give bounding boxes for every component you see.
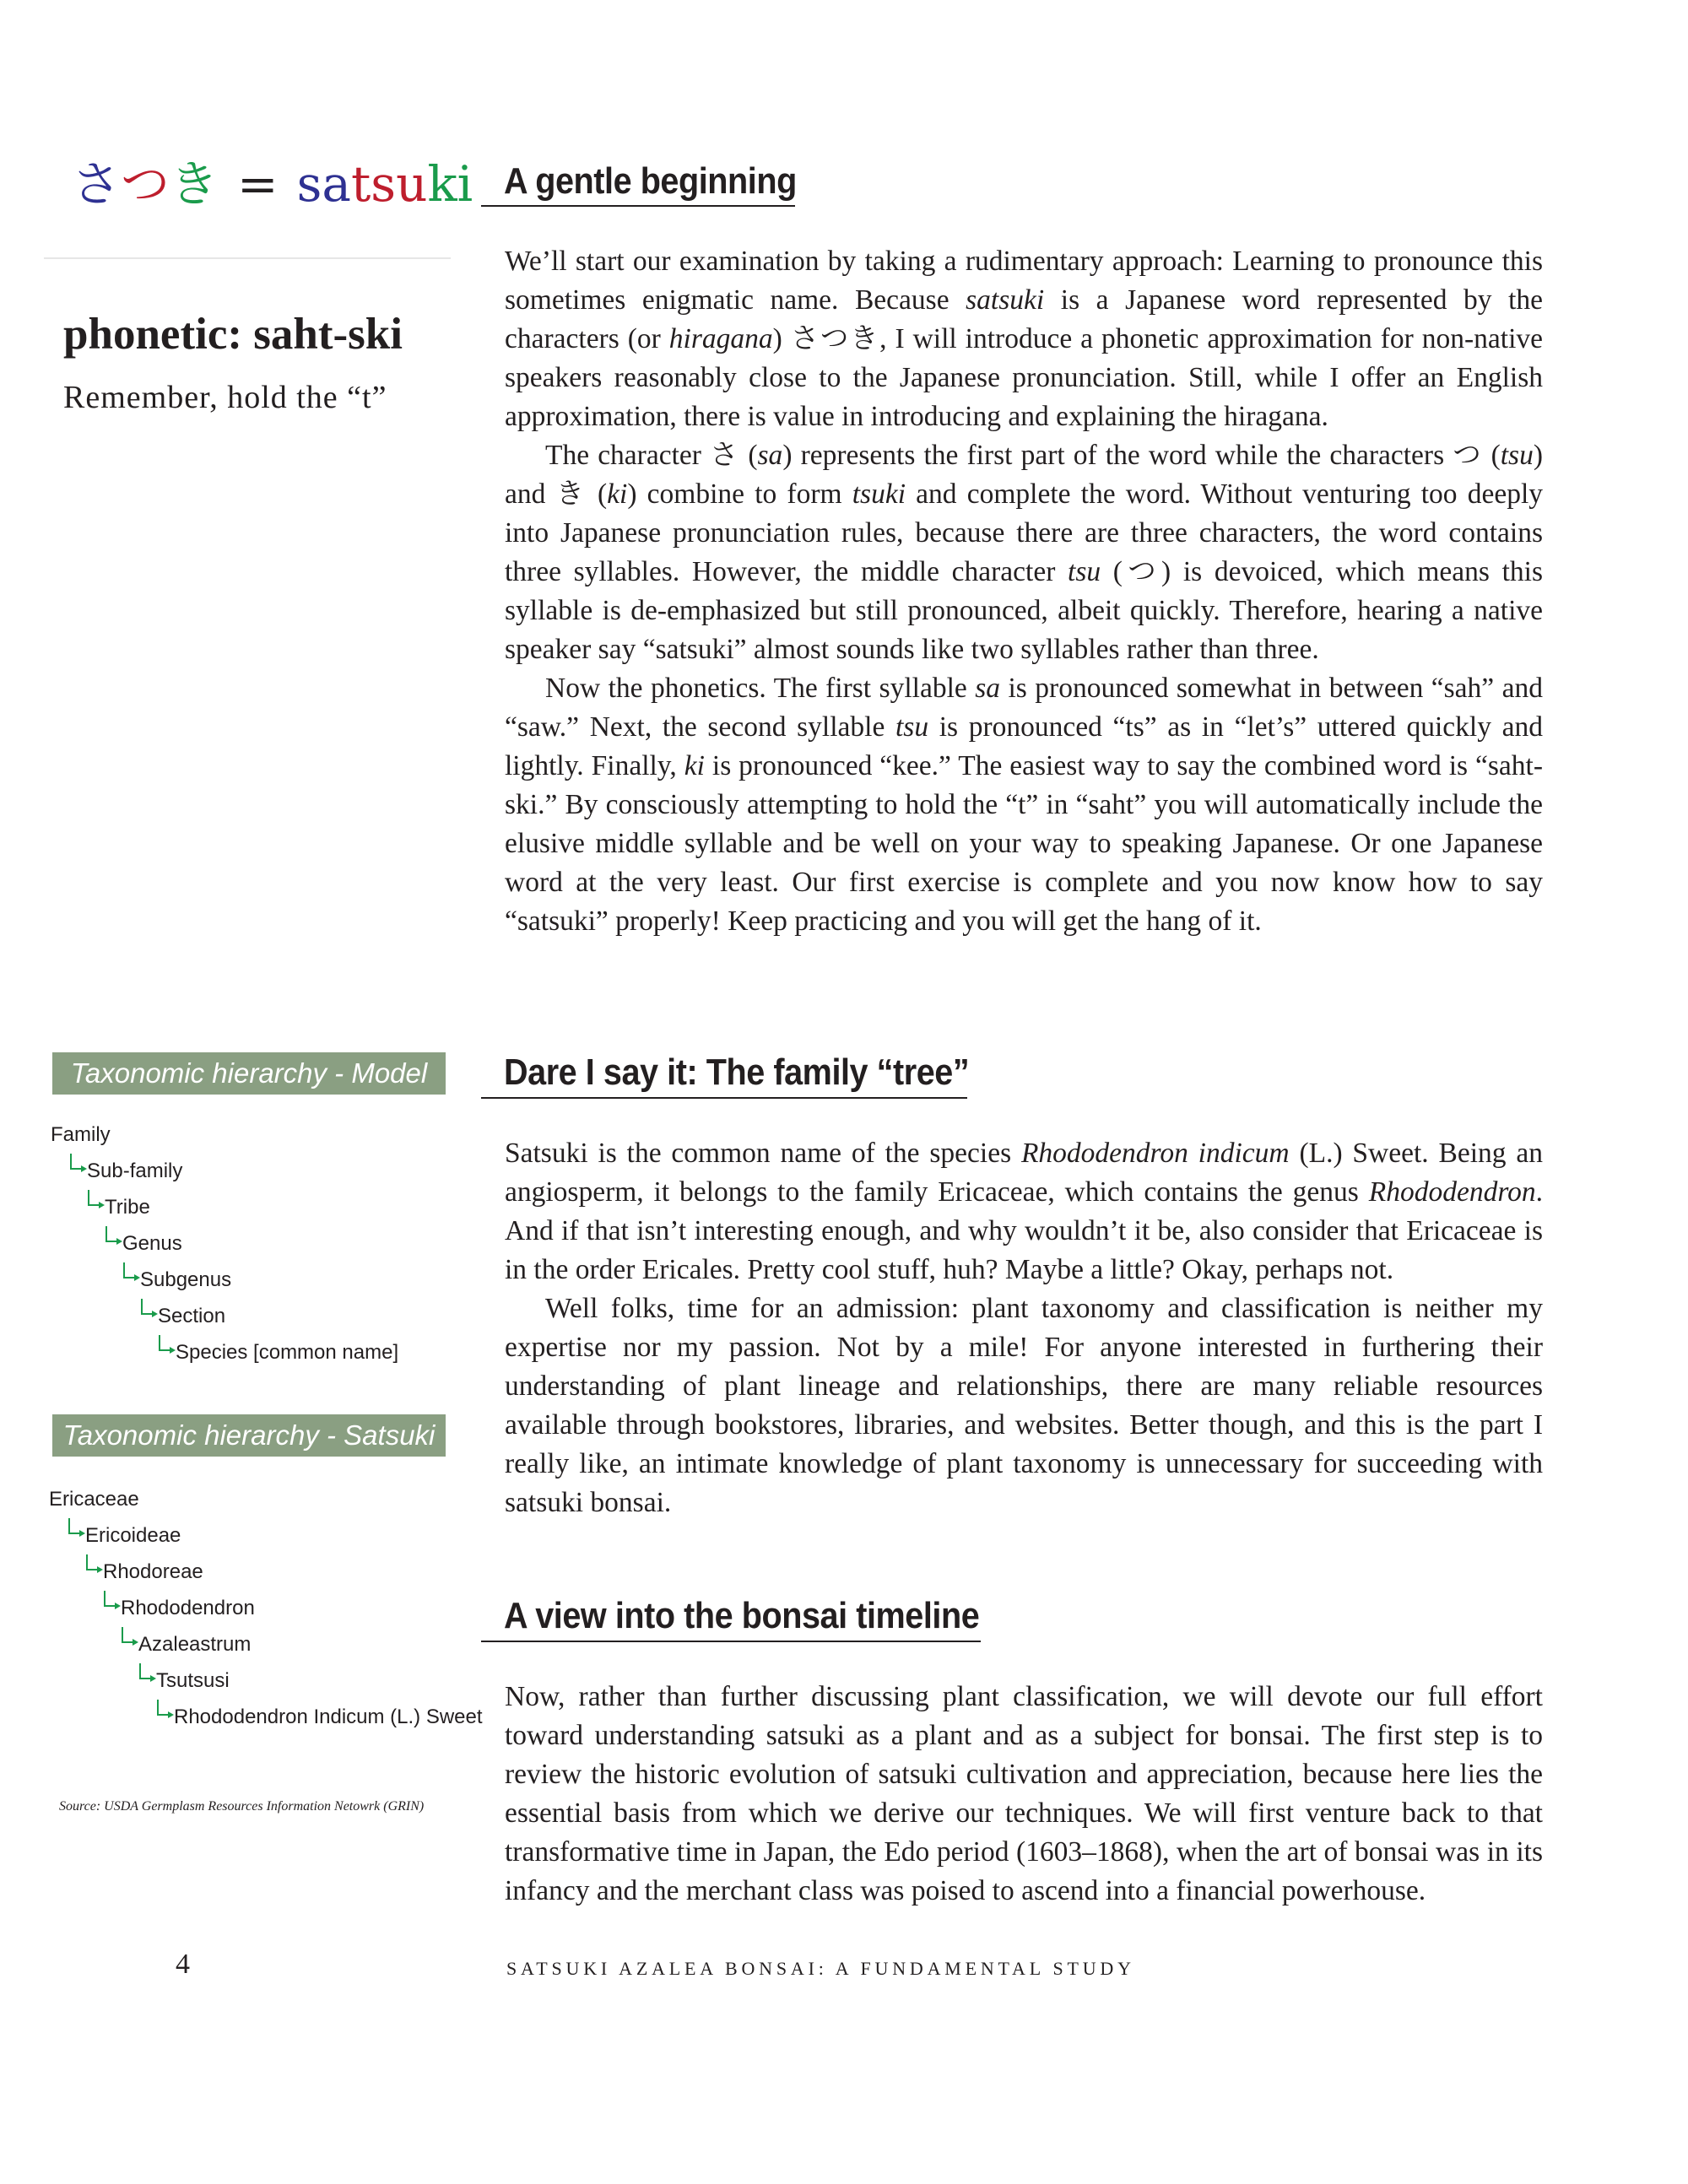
sidebar-divider	[44, 257, 451, 259]
taxonomy-label: Rhodoreae	[103, 1560, 203, 1583]
running-title: SATSUKI AZALEA BONSAI: A FUNDAMENTAL STUDY	[506, 1958, 1135, 1979]
paragraph: Satsuki is the common name of the species Rhododendron indicum (L.) Sweet. Being an angiosperm, it belongs to the family Ericaceae, which contains the genus Rhododendron. And if that isn’t interesting enough, and why wouldn’t it be, also consider that Ericaceae is in the order Ericales. Pretty cool stuff, huh? Maybe a little? Okay, perhaps not.	[505, 1138, 1543, 1285]
section-bonsai-timeline	[505, 1678, 1543, 1911]
hierarchy-arrow-icon	[70, 1154, 81, 1170]
taxonomy-level	[174, 1705, 483, 1730]
paragraph: The character さ (sa) represents the first part of the word while the characters つ (tsu) and き (ki) combine to form tsuki and complete the word. Without venturing too deeply into Japanese pronunciation rules, because there are three characters, the word contains three syllables. However, the middle character tsu (つ) is devoiced, which means this syllable is de-emphasized but still pronounced, albeit quickly. Therefore, hearing a native speaker say “satsuki” almost sounds like two syllables rather than three.	[505, 440, 1544, 665]
paragraph: Now the phonetics. The first syllable sa is pronounced somewhat in between “sah” and “saw.” Next, the second syllable tsu is pronounced “ts” as in “let’s” uttered quickly and lightly. Finally, ki is pronounced “kee.” The easiest way to say the combined word is “saht-ski.” By consciously attempting to hold the “t” in “saht” you will automatically include the elusive middle syllable and be well on your way to speaking Japanese. Or one Japanese word at the very least. Our first exercise is complete and you now know how to say “satsuki” properly! Keep practicing and you will get the hang of it.	[505, 673, 1543, 937]
roman-ki: ki	[427, 155, 473, 213]
hierarchy-arrow-icon	[68, 1518, 79, 1534]
heading-bonsai-timeline: A view into the bonsai timeline	[504, 1595, 980, 1636]
heading-underline	[481, 205, 795, 207]
taxonomy-level	[122, 1231, 182, 1257]
heading-gentle-beginning: A gentle beginning	[504, 160, 797, 202]
taxonomy-label: Family	[51, 1123, 111, 1146]
paragraph: Now, rather than further discussing plant classification, we will devote our full effort toward understanding satsuki as a plant and as a subject for bonsai. The first step is to review the historic evolution of satsuki cultivation and appreciation, because here lies the essential basis from which we derive our techniques. We will first venture back to that transformative time in Japan, the Edo period (1603–1868), when the art of bonsai was in its infancy and the merchant class was poised to ascend into a financial powerhouse.	[505, 1681, 1543, 1906]
kana-tsu: つ	[121, 155, 170, 213]
hierarchy-arrow-icon	[141, 1299, 152, 1315]
heading-underline	[481, 1641, 981, 1642]
phonetic-subtitle: Remember, hold the “t”	[63, 380, 387, 415]
taxonomy-level	[156, 1668, 230, 1694]
hierarchy-arrow-icon	[122, 1627, 133, 1643]
paragraph: Well folks, time for an admission: plant taxonomy and classification is neither my expertise nor my passion. Not by a mile! For anyone interested in furthering their understanding of plant lineage and relationships, there are many reliable resources available through bookstores, libraries, and websites. Better though, and this is the part I really like, an intimate knowledge of plant taxonomy is unnecessary for succeeding with satsuki bonsai.	[505, 1293, 1543, 1518]
hierarchy-arrow-icon	[157, 1700, 168, 1716]
taxonomy-level	[103, 1560, 203, 1585]
taxonomy-label: Genus	[122, 1232, 182, 1255]
taxonomy-label: Sub-family	[87, 1160, 183, 1182]
hierarchy-arrow-icon	[106, 1226, 116, 1242]
hierarchy-arrow-icon	[123, 1262, 134, 1279]
hierarchy-arrow-icon	[88, 1190, 99, 1206]
kana-sa: さ	[72, 155, 122, 213]
taxonomy-level	[51, 1122, 111, 1148]
taxonomy-label: Species [common name]	[176, 1341, 399, 1364]
roman-sa: sa	[296, 155, 351, 213]
taxonomy-level	[138, 1632, 251, 1657]
taxonomy-level	[140, 1268, 231, 1293]
section-gentle-beginning	[505, 242, 1543, 941]
taxonomy-label: Tsutsusi	[156, 1669, 230, 1692]
taxonomy-level	[121, 1596, 255, 1621]
taxonomy-level	[85, 1523, 181, 1549]
taxonomy-level	[87, 1159, 182, 1184]
taxonomy-label: Subgenus	[140, 1268, 232, 1291]
taxonomy-model-title: Taxonomic hierarchy - Model	[52, 1052, 446, 1095]
section-family-tree	[505, 1134, 1543, 1522]
taxonomy-level	[105, 1195, 150, 1220]
taxonomy-level	[49, 1487, 139, 1512]
kana-ki: き	[170, 155, 219, 213]
hierarchy-arrow-icon	[159, 1335, 170, 1351]
paragraph: We’ll start our examination by taking a rudimentary approach: Learning to pronounce this sometimes enigmatic name. Because satsuki is a Japanese word represented by the characters (or hiragana) さつき, I will introduce a phonetic approximation for non-native speakers reasonably close to the Japanese pronunciation. Still, while I offer an English approximation, there is value in introducing and explaining the hiragana.	[505, 246, 1544, 432]
taxonomy-level	[176, 1340, 398, 1365]
satsuki-kana-equation	[72, 150, 473, 218]
page-number: 4	[176, 1949, 190, 1980]
taxonomy-label: Rhododendron	[121, 1597, 255, 1619]
taxonomy-label: Section	[158, 1305, 226, 1327]
taxonomy-label: Azaleastrum	[138, 1633, 252, 1656]
taxonomy-level	[158, 1304, 225, 1329]
hierarchy-arrow-icon	[104, 1591, 115, 1607]
heading-family-tree: Dare I say it: The family “tree”	[504, 1051, 970, 1093]
hierarchy-arrow-icon	[139, 1663, 150, 1679]
source-note: Source: USDA Germplasm Resources Information Netowrk (GRIN)	[59, 1799, 425, 1814]
roman-tsu: tsu	[351, 155, 428, 213]
equals-sign: =	[237, 155, 279, 213]
hierarchy-arrow-icon	[86, 1554, 97, 1570]
phonetic-title: phonetic: saht-ski	[63, 310, 403, 359]
taxonomy-label: Tribe	[105, 1196, 150, 1219]
taxonomy-satsuki-title: Taxonomic hierarchy - Satsuki	[52, 1414, 446, 1457]
taxonomy-label: Ericaceae	[49, 1488, 139, 1511]
heading-underline	[481, 1097, 967, 1099]
taxonomy-label: Ericoideae	[85, 1524, 181, 1547]
taxonomy-label: Rhododendron Indicum (L.) Sweet	[174, 1706, 483, 1728]
